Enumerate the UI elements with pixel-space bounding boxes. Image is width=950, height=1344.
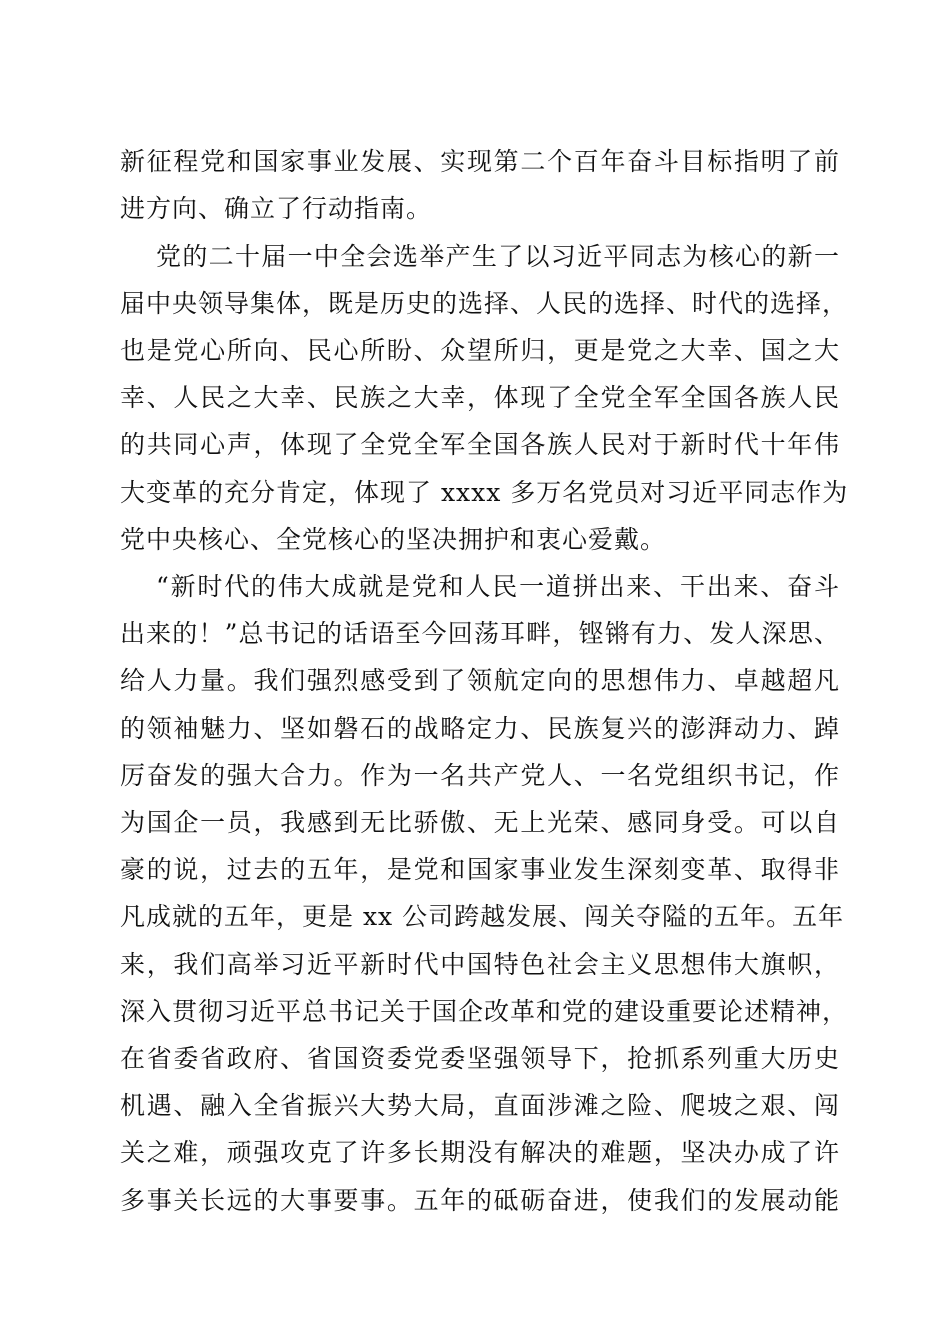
text-line: 新征程党和国家事业发展、实现第二个百年奋斗目标指明了前 xyxy=(120,147,840,176)
text-line: 党中央核心、全党核心的坚决拥护和衷心爱戴。 xyxy=(120,525,667,554)
text-line: 也是党心所向、民心所盼、众望所归，更是党之大幸、国之大 xyxy=(120,336,840,365)
text-line: 为国企一员，我感到无比骄傲、无上光荣、感同身受。可以自 xyxy=(120,808,840,837)
text-line: “新时代的伟大成就是党和人民一道拼出来、干出来、奋斗 xyxy=(156,572,840,601)
text-line: 大变革的充分肯定，体现了 xxxx 多万名党员对习近平同志作为 xyxy=(120,478,849,507)
text-line: 党的二十届一中全会选举产生了以习近平同志为核心的新一 xyxy=(156,242,840,271)
text-line: 多事关长远的大事要事。五年的砥砺奋进，使我们的发展动能 xyxy=(120,1186,840,1215)
text-line: 豪的说，过去的五年，是党和国家事业发生深刻变革、取得非 xyxy=(120,855,840,884)
text-line: 厉奋发的强大合力。作为一名共产党人、一名党组织书记，作 xyxy=(120,761,840,790)
text-line: 届中央领导集体，既是历史的选择、人民的选择、时代的选择， xyxy=(120,289,849,318)
text-line: 来，我们高举习近平新时代中国特色社会主义思想伟大旗帜， xyxy=(120,950,840,979)
text-line: 凡成就的五年，更是 xx 公司跨越发展、闯关夺隘的五年。五年 xyxy=(120,902,845,931)
text-line: 给人力量。我们强烈感受到了领航定向的思想伟力、卓越超凡 xyxy=(120,666,840,695)
text-line: 出来的！”总书记的话语至今回荡耳畔，铿锵有力、发人深思、 xyxy=(120,619,840,648)
text-line: 机遇、融入全省振兴大势大局，直面涉滩之险、爬坡之艰、闯 xyxy=(120,1091,840,1120)
text-line: 在省委省政府、省国资委党委坚强领导下，抢抓系列重大历史 xyxy=(120,1044,840,1073)
text-line: 关之难，顽强攻克了许多长期没有解决的难题，坚决办成了许 xyxy=(120,1138,840,1167)
text-line: 的共同心声，体现了全党全军全国各族人民对于新时代十年伟 xyxy=(120,430,840,459)
text-line: 进方向、确立了行动指南。 xyxy=(120,194,433,223)
text-line: 幸、人民之大幸、民族之大幸，体现了全党全军全国各族人民 xyxy=(120,383,840,412)
text-line: 的领袖魅力、坚如磐石的战略定力、民族复兴的澎湃动力、踔 xyxy=(120,714,840,743)
text-line: 深入贯彻习近平总书记关于国企改革和党的建设重要论述精神， xyxy=(120,997,849,1026)
